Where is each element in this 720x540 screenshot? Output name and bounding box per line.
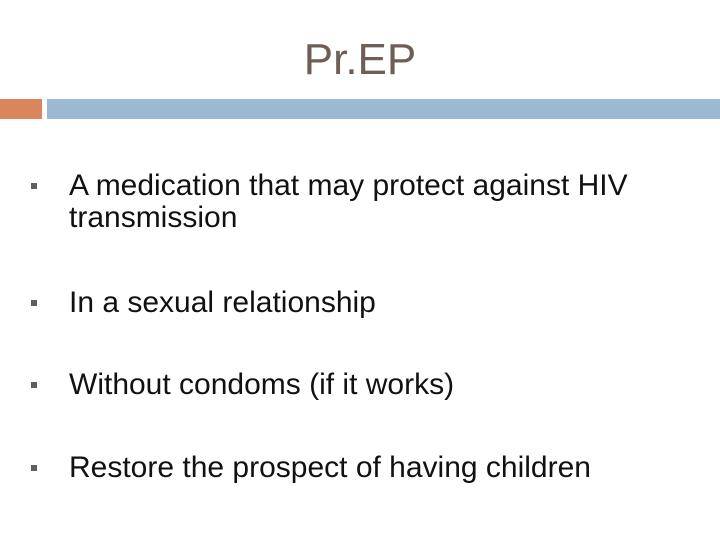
bullet-text: In a sexual relationship	[69, 286, 376, 319]
bullet-text: A medication that may protect against HIV transmission	[69, 169, 628, 234]
bullet-square-icon	[31, 183, 37, 189]
slide-title-text: Pr.EP	[303, 35, 417, 84]
bullet-text: Without condoms (if it works)	[69, 368, 455, 401]
bullet-square-icon	[31, 465, 37, 471]
bullet-text: Restore the prospect of having children	[69, 451, 591, 484]
bullet-square-icon	[31, 300, 37, 306]
bullet-square-icon	[31, 382, 37, 388]
